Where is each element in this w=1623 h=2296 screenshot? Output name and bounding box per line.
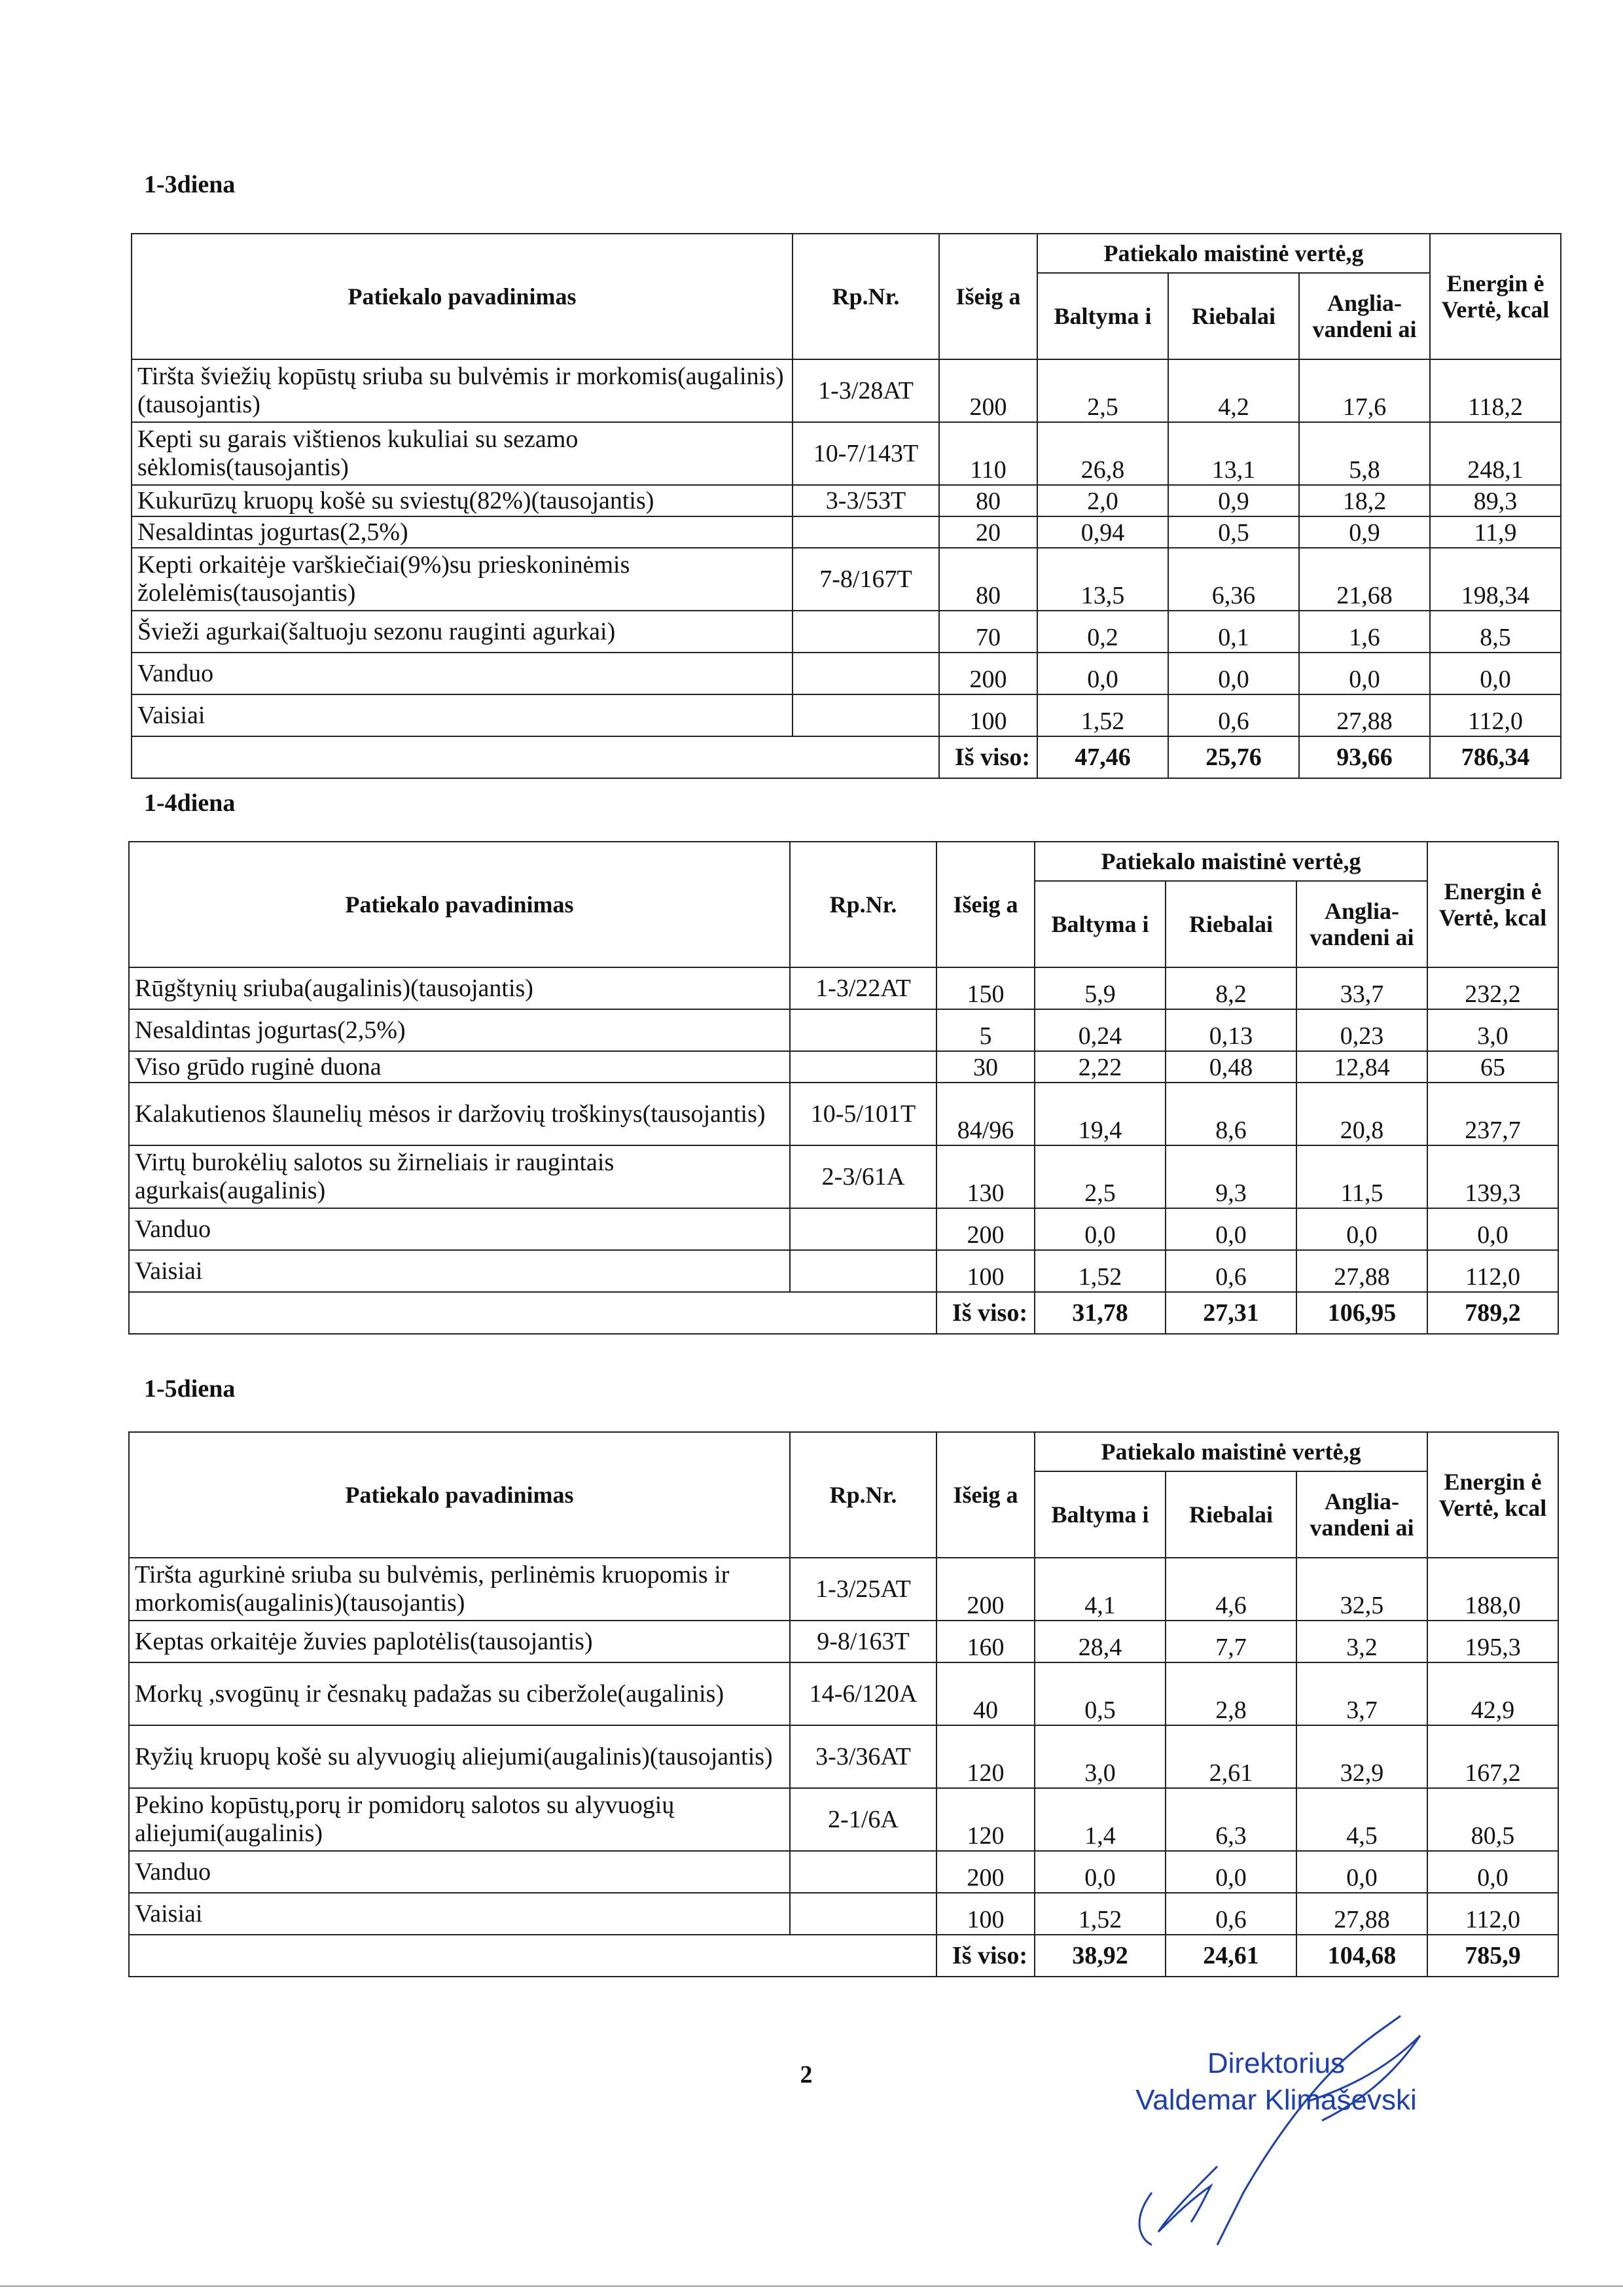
recipe-number [790, 1208, 936, 1250]
yield-value: 70 [939, 611, 1037, 653]
total-carbs: 106,95 [1296, 1292, 1427, 1334]
yield-value: 150 [936, 967, 1035, 1009]
yield-value: 200 [939, 653, 1037, 694]
menu-table-day-3 [128, 1431, 1559, 1977]
carbs-value: 32,5 [1296, 1558, 1427, 1621]
carbs-value: 20,8 [1296, 1083, 1427, 1145]
fat-value: 2,61 [1166, 1725, 1296, 1788]
energy-value: 232,2 [1427, 967, 1558, 1009]
energy-value: 139,3 [1427, 1145, 1558, 1208]
recipe-number: 2-3/61A [790, 1145, 936, 1208]
fat-value: 0,0 [1166, 1851, 1296, 1893]
carbs-value: 0,9 [1299, 516, 1430, 548]
dish-name: Vaisiai [129, 1893, 790, 1935]
fat-value: 4,2 [1168, 359, 1299, 422]
header-energy: Energin ė Vertė, kcal [1430, 234, 1561, 359]
total-carbs: 93,66 [1299, 736, 1430, 778]
yield-value: 30 [936, 1051, 1035, 1083]
energy-value: 65 [1427, 1051, 1558, 1083]
recipe-number: 10-7/143T [793, 422, 939, 485]
protein-value: 13,5 [1037, 548, 1168, 611]
recipe-number: 1-3/22AT [790, 967, 936, 1009]
total-protein: 47,46 [1037, 736, 1168, 778]
header-protein: Baltyma i [1037, 273, 1168, 359]
page-bottom-line [0, 2286, 1623, 2287]
header-nutrition-group: Patiekalo maistinė vertė,g [1035, 1432, 1427, 1471]
protein-value: 0,24 [1035, 1009, 1166, 1051]
total-fat: 24,61 [1166, 1935, 1296, 1977]
dish-name: Vaisiai [132, 694, 793, 736]
header-row [132, 234, 1561, 273]
dish-name: Keptas orkaitėje žuvies paplotėlis(tausojantis) [129, 1621, 790, 1662]
total-row [132, 736, 1561, 778]
recipe-number: 10-5/101T [790, 1083, 936, 1145]
energy-value: 118,2 [1430, 359, 1561, 422]
table-row [129, 1788, 1558, 1851]
recipe-number [793, 653, 939, 694]
header-fat: Riebalai [1168, 273, 1299, 359]
dish-name: Nesaldintas jogurtas(2,5%) [129, 1009, 790, 1051]
yield-value: 80 [939, 485, 1037, 516]
total-label: Iš viso: [939, 736, 1037, 778]
table-row [132, 485, 1561, 516]
protein-value: 0,2 [1037, 611, 1168, 653]
energy-value: 11,9 [1430, 516, 1561, 548]
energy-value: 80,5 [1427, 1788, 1558, 1851]
table-row [129, 1250, 1558, 1292]
fat-value: 6,36 [1168, 548, 1299, 611]
protein-value: 26,8 [1037, 422, 1168, 485]
energy-value: 42,9 [1427, 1662, 1558, 1725]
dish-name: Vanduo [129, 1208, 790, 1250]
protein-value: 1,4 [1035, 1788, 1166, 1851]
total-protein: 31,78 [1035, 1292, 1166, 1334]
fat-value: 8,2 [1166, 967, 1296, 1009]
recipe-number [790, 1893, 936, 1935]
table-row [129, 1208, 1558, 1250]
fat-value: 2,8 [1166, 1662, 1296, 1725]
header-recipe-number: Rp.Nr. [793, 234, 939, 359]
table-row [132, 548, 1561, 611]
recipe-number: 14-6/120A [790, 1662, 936, 1725]
fat-value: 0,1 [1168, 611, 1299, 653]
menu-table-day-1 [131, 233, 1561, 779]
header-protein: Baltyma i [1035, 881, 1166, 967]
table-row [132, 611, 1561, 653]
fat-value: 4,6 [1166, 1558, 1296, 1621]
table-row [129, 1662, 1558, 1725]
protein-value: 19,4 [1035, 1083, 1166, 1145]
dish-name: Vanduo [129, 1851, 790, 1893]
energy-value: 0,0 [1427, 1851, 1558, 1893]
total-row [129, 1292, 1558, 1334]
day-title-2: 1-4diena [144, 789, 236, 817]
yield-value: 200 [936, 1851, 1035, 1893]
table-row [132, 359, 1561, 422]
fat-value: 9,3 [1166, 1145, 1296, 1208]
yield-value: 80 [939, 548, 1037, 611]
header-protein: Baltyma i [1035, 1471, 1166, 1558]
table-row [132, 694, 1561, 736]
fat-value: 7,7 [1166, 1621, 1296, 1662]
energy-value: 237,7 [1427, 1083, 1558, 1145]
yield-value: 120 [936, 1788, 1035, 1851]
header-carbs: Anglia- vandeni ai [1299, 273, 1430, 359]
header-yield: Išeig a [939, 234, 1037, 359]
recipe-number [790, 1250, 936, 1292]
dish-name: Kepti orkaitėje varškiečiai(9%)su prieskoninėmis žolelėmis(tausojantis) [132, 548, 793, 611]
yield-value: 200 [936, 1208, 1035, 1250]
energy-value: 167,2 [1427, 1725, 1558, 1788]
total-fat: 27,31 [1166, 1292, 1296, 1334]
protein-value: 0,0 [1037, 653, 1168, 694]
yield-value: 100 [939, 694, 1037, 736]
yield-value: 84/96 [936, 1083, 1035, 1145]
dish-name: Kukurūzų kruopų košė su sviestų(82%)(tausojantis) [132, 485, 793, 516]
total-blank [129, 1292, 936, 1334]
carbs-value: 0,23 [1296, 1009, 1427, 1051]
recipe-number: 1-3/25AT [790, 1558, 936, 1621]
carbs-value: 0,0 [1299, 653, 1430, 694]
energy-value: 8,5 [1430, 611, 1561, 653]
carbs-value: 33,7 [1296, 967, 1427, 1009]
table-row [129, 1851, 1558, 1893]
day-title-1: 1-3diena [144, 171, 236, 198]
header-yield: Išeig a [936, 842, 1035, 967]
protein-value: 2,0 [1037, 485, 1168, 516]
carbs-value: 0,0 [1296, 1208, 1427, 1250]
table-row [129, 1051, 1558, 1083]
total-energy: 786,34 [1430, 736, 1561, 778]
energy-value: 248,1 [1430, 422, 1561, 485]
dish-name: Švieži agurkai(šaltuoju sezonu rauginti agurkai) [132, 611, 793, 653]
protein-value: 2,5 [1037, 359, 1168, 422]
carbs-value: 3,2 [1296, 1621, 1427, 1662]
protein-value: 1,52 [1037, 694, 1168, 736]
table-row [129, 1145, 1558, 1208]
carbs-value: 17,6 [1299, 359, 1430, 422]
header-recipe-number: Rp.Nr. [790, 842, 936, 967]
header-nutrition-group: Patiekalo maistinė vertė,g [1035, 842, 1427, 881]
table-row [129, 1009, 1558, 1051]
yield-value: 20 [939, 516, 1037, 548]
carbs-value: 3,7 [1296, 1662, 1427, 1725]
page-number: 2 [800, 2061, 813, 2089]
table-row [129, 967, 1558, 1009]
dish-name: Virtų burokėlių salotos su žirneliais ir raugintais agurkais(augalinis) [129, 1145, 790, 1208]
director-name: Valdemar Klimaševski [1135, 2084, 1417, 2116]
protein-value: 3,0 [1035, 1725, 1166, 1788]
header-energy: Energin ė Vertė, kcal [1427, 1432, 1558, 1558]
menu-table-day-2 [128, 841, 1559, 1335]
protein-value: 2,5 [1035, 1145, 1166, 1208]
signature-icon [1113, 1996, 1505, 2271]
carbs-value: 0,0 [1296, 1851, 1427, 1893]
recipe-number [790, 1051, 936, 1083]
header-fat: Riebalai [1166, 881, 1296, 967]
energy-value: 112,0 [1427, 1893, 1558, 1935]
header-fat: Riebalai [1166, 1471, 1296, 1558]
dish-name: Kalakutienos šlaunelių mėsos ir daržovių troškinys(tausojantis) [129, 1083, 790, 1145]
total-energy: 785,9 [1427, 1935, 1558, 1977]
recipe-number: 9-8/163T [790, 1621, 936, 1662]
carbs-value: 21,68 [1299, 548, 1430, 611]
protein-value: 0,0 [1035, 1851, 1166, 1893]
protein-value: 5,9 [1035, 967, 1166, 1009]
recipe-number: 2-1/6A [790, 1788, 936, 1851]
header-dish-name: Patiekalo pavadinimas [129, 1432, 790, 1558]
protein-value: 4,1 [1035, 1558, 1166, 1621]
table-row [129, 1558, 1558, 1621]
yield-value: 40 [936, 1662, 1035, 1725]
header-row [129, 1432, 1558, 1471]
protein-value: 1,52 [1035, 1250, 1166, 1292]
fat-value: 0,6 [1168, 694, 1299, 736]
header-energy: Energin ė Vertė, kcal [1427, 842, 1558, 967]
recipe-number [793, 611, 939, 653]
energy-value: 112,0 [1427, 1250, 1558, 1292]
total-protein: 38,92 [1035, 1935, 1166, 1977]
recipe-number: 7-8/167T [793, 548, 939, 611]
recipe-number: 1-3/28AT [793, 359, 939, 422]
fat-value: 0,5 [1168, 516, 1299, 548]
energy-value: 198,34 [1430, 548, 1561, 611]
fat-value: 6,3 [1166, 1788, 1296, 1851]
table-row [129, 1893, 1558, 1935]
yield-value: 130 [936, 1145, 1035, 1208]
day-title-3: 1-5diena [144, 1375, 236, 1403]
header-yield: Išeig a [936, 1432, 1035, 1558]
fat-value: 0,0 [1166, 1208, 1296, 1250]
yield-value: 110 [939, 422, 1037, 485]
energy-value: 0,0 [1430, 653, 1561, 694]
recipe-number [790, 1851, 936, 1893]
dish-name: Pekino kopūstų,porų ir pomidorų salotos su alyvuogių aliejumi(augalinis) [129, 1788, 790, 1851]
total-carbs: 104,68 [1296, 1935, 1427, 1977]
yield-value: 200 [939, 359, 1037, 422]
header-dish-name: Patiekalo pavadinimas [129, 842, 790, 967]
fat-value: 0,0 [1168, 653, 1299, 694]
fat-value: 0,6 [1166, 1250, 1296, 1292]
protein-value: 2,22 [1035, 1051, 1166, 1083]
carbs-value: 11,5 [1296, 1145, 1427, 1208]
fat-value: 0,9 [1168, 485, 1299, 516]
yield-value: 120 [936, 1725, 1035, 1788]
dish-name: Kepti su garais vištienos kukuliai su sezamo sėklomis(tausojantis) [132, 422, 793, 485]
table-row [129, 1083, 1558, 1145]
dish-name: Rūgštynių sriuba(augalinis)(tausojantis) [129, 967, 790, 1009]
carbs-value: 5,8 [1299, 422, 1430, 485]
carbs-value: 27,88 [1296, 1250, 1427, 1292]
table-row [129, 1621, 1558, 1662]
header-row [129, 842, 1558, 881]
yield-value: 160 [936, 1621, 1035, 1662]
energy-value: 3,0 [1427, 1009, 1558, 1051]
table-row [132, 422, 1561, 485]
fat-value: 13,1 [1168, 422, 1299, 485]
dish-name: Viso grūdo ruginė duona [129, 1051, 790, 1083]
header-carbs: Anglia- vandeni ai [1296, 881, 1427, 967]
carbs-value: 12,84 [1296, 1051, 1427, 1083]
recipe-number: 3-3/36AT [790, 1725, 936, 1788]
table-row [132, 653, 1561, 694]
total-energy: 789,2 [1427, 1292, 1558, 1334]
header-recipe-number: Rp.Nr. [790, 1432, 936, 1558]
carbs-value: 1,6 [1299, 611, 1430, 653]
header-nutrition-group: Patiekalo maistinė vertė,g [1037, 234, 1430, 273]
director-block [1093, 2045, 1459, 2119]
fat-value: 0,13 [1166, 1009, 1296, 1051]
energy-value: 112,0 [1430, 694, 1561, 736]
recipe-number [793, 516, 939, 548]
director-title: Direktorius [1207, 2047, 1346, 2079]
recipe-number [790, 1009, 936, 1051]
carbs-value: 27,88 [1299, 694, 1430, 736]
total-label: Iš viso: [936, 1935, 1035, 1977]
carbs-value: 27,88 [1296, 1893, 1427, 1935]
protein-value: 0,94 [1037, 516, 1168, 548]
yield-value: 100 [936, 1250, 1035, 1292]
energy-value: 188,0 [1427, 1558, 1558, 1621]
yield-value: 100 [936, 1893, 1035, 1935]
protein-value: 1,52 [1035, 1893, 1166, 1935]
recipe-number [793, 694, 939, 736]
total-label: Iš viso: [936, 1292, 1035, 1334]
energy-value: 195,3 [1427, 1621, 1558, 1662]
carbs-value: 4,5 [1296, 1788, 1427, 1851]
dish-name: Tiršta šviežių kopūstų sriuba su bulvėmis ir morkomis(augalinis)(tausojantis) [132, 359, 793, 422]
protein-value: 0,5 [1035, 1662, 1166, 1725]
total-blank [129, 1935, 936, 1977]
carbs-value: 32,9 [1296, 1725, 1427, 1788]
table-row [132, 516, 1561, 548]
fat-value: 8,6 [1166, 1083, 1296, 1145]
total-blank [132, 736, 939, 778]
dish-name: Ryžių kruopų košė su alyvuogių aliejumi(augalinis)(tausojantis) [129, 1725, 790, 1788]
protein-value: 0,0 [1035, 1208, 1166, 1250]
yield-value: 5 [936, 1009, 1035, 1051]
fat-value: 0,6 [1166, 1893, 1296, 1935]
dish-name: Morkų ,svogūnų ir česnakų padažas su ciberžole(augalinis) [129, 1662, 790, 1725]
total-fat: 25,76 [1168, 736, 1299, 778]
total-row [129, 1935, 1558, 1977]
dish-name: Nesaldintas jogurtas(2,5%) [132, 516, 793, 548]
header-carbs: Anglia- vandeni ai [1296, 1471, 1427, 1558]
energy-value: 0,0 [1427, 1208, 1558, 1250]
header-dish-name: Patiekalo pavadinimas [132, 234, 793, 359]
yield-value: 200 [936, 1558, 1035, 1621]
table-row [129, 1725, 1558, 1788]
carbs-value: 18,2 [1299, 485, 1430, 516]
dish-name: Vaisiai [129, 1250, 790, 1292]
fat-value: 0,48 [1166, 1051, 1296, 1083]
energy-value: 89,3 [1430, 485, 1561, 516]
dish-name: Tiršta agurkinė sriuba su bulvėmis, perlinėmis kruopomis ir morkomis(augalinis)(tausojantis) [129, 1558, 790, 1621]
recipe-number: 3-3/53T [793, 485, 939, 516]
dish-name: Vanduo [132, 653, 793, 694]
protein-value: 28,4 [1035, 1621, 1166, 1662]
